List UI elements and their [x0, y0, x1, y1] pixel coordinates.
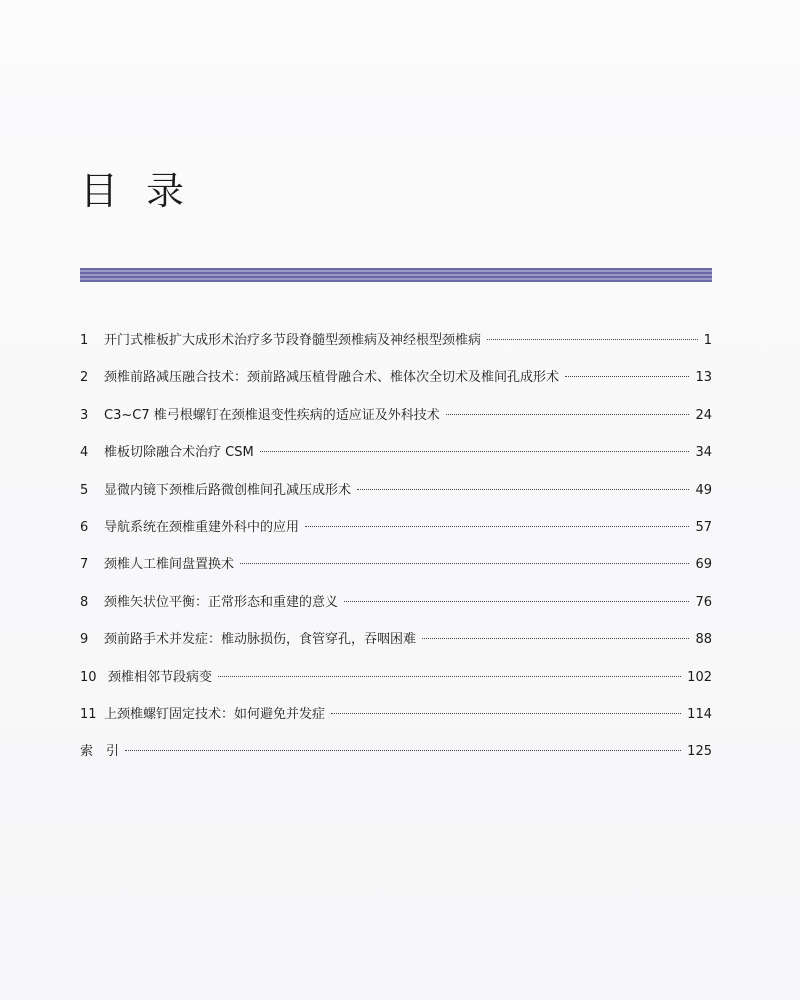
entry-number: 11	[80, 706, 97, 722]
toc-entry[interactable]	[80, 476, 712, 513]
entry-number: 6	[80, 519, 89, 535]
toc-entry[interactable]	[80, 326, 712, 363]
entry-page: 114	[687, 706, 712, 722]
entry-number: 8	[80, 594, 89, 610]
entry-title: C3~C7 椎弓根螺钉在颈椎退变性疾病的适应证及外科技术	[104, 407, 440, 423]
toc-entry[interactable]	[80, 625, 712, 662]
entry-title: 颈椎矢状位平衡：正常形态和重建的意义	[104, 594, 339, 610]
toc-entry[interactable]	[80, 438, 712, 475]
entry-title: 颈椎相邻节段病变	[108, 669, 213, 685]
entry-number: 4	[80, 445, 89, 461]
entry-title: 上颈椎螺钉固定技术：如何避免并发症	[104, 706, 326, 722]
entry-title: 椎板切除融合术治疗 CSM	[104, 445, 254, 461]
entry-number: 1	[80, 333, 89, 348]
leader-dots	[487, 338, 698, 340]
leader-dots	[260, 450, 690, 452]
leader-dots	[565, 375, 689, 377]
entry-title: 导航系统在颈椎重建外科中的应用	[104, 519, 300, 535]
leader-dots	[422, 637, 689, 639]
entry-page: 76	[695, 594, 712, 610]
entry-number: 5	[80, 482, 89, 498]
leader-dots	[357, 488, 689, 490]
toc-entry[interactable]	[80, 513, 712, 550]
toc-entry[interactable]	[80, 401, 712, 438]
entry-page: 49	[695, 482, 712, 498]
entry-title: 颈前路手术并发症：椎动脉损伤，食管穿孔，吞咽困难	[104, 632, 417, 648]
toc-entry[interactable]	[80, 588, 712, 625]
entry-number: 3	[80, 407, 89, 423]
entry-title: 开门式椎板扩大成形术治疗多节段脊髓型颈椎病及神经根型颈椎病	[104, 333, 482, 348]
entry-number: 9	[80, 632, 89, 648]
entry-page: 24	[695, 407, 712, 423]
entry-title: 颈椎人工椎间盘置换术	[104, 557, 235, 573]
toc-entry[interactable]	[80, 550, 712, 587]
entry-page: 57	[695, 519, 712, 535]
entry-page: 102	[687, 669, 712, 685]
entry-page: 34	[695, 445, 712, 461]
page-title: 目录	[80, 169, 213, 213]
toc-entry[interactable]	[80, 363, 712, 400]
toc-entry[interactable]	[80, 663, 712, 700]
leader-dots	[331, 712, 681, 714]
table-of-contents	[80, 326, 712, 775]
entry-title: 颈椎前路减压融合技术：颈前路减压植骨融合术、椎体次全切术及椎间孔成形术	[104, 370, 560, 386]
leader-dots	[446, 413, 690, 415]
entry-page: 13	[695, 370, 712, 386]
entry-number: 7	[80, 557, 89, 573]
title-rule	[80, 268, 712, 282]
entry-page: 125	[687, 744, 712, 760]
toc-entry-index[interactable]	[80, 737, 712, 774]
entry-number: 2	[80, 370, 89, 386]
leader-dots	[125, 749, 681, 751]
leader-dots	[344, 600, 689, 602]
entry-number: 10	[80, 669, 97, 685]
leader-dots	[218, 675, 681, 677]
toc-entry[interactable]	[80, 700, 712, 737]
entry-title: 显微内镜下颈椎后路微创椎间孔减压成形术	[104, 482, 352, 498]
entry-page: 88	[695, 632, 712, 648]
entry-page: 1	[703, 333, 712, 348]
entry-title: 索 引	[80, 744, 120, 760]
leader-dots	[305, 525, 689, 527]
leader-dots	[240, 562, 689, 564]
entry-page: 69	[695, 557, 712, 573]
